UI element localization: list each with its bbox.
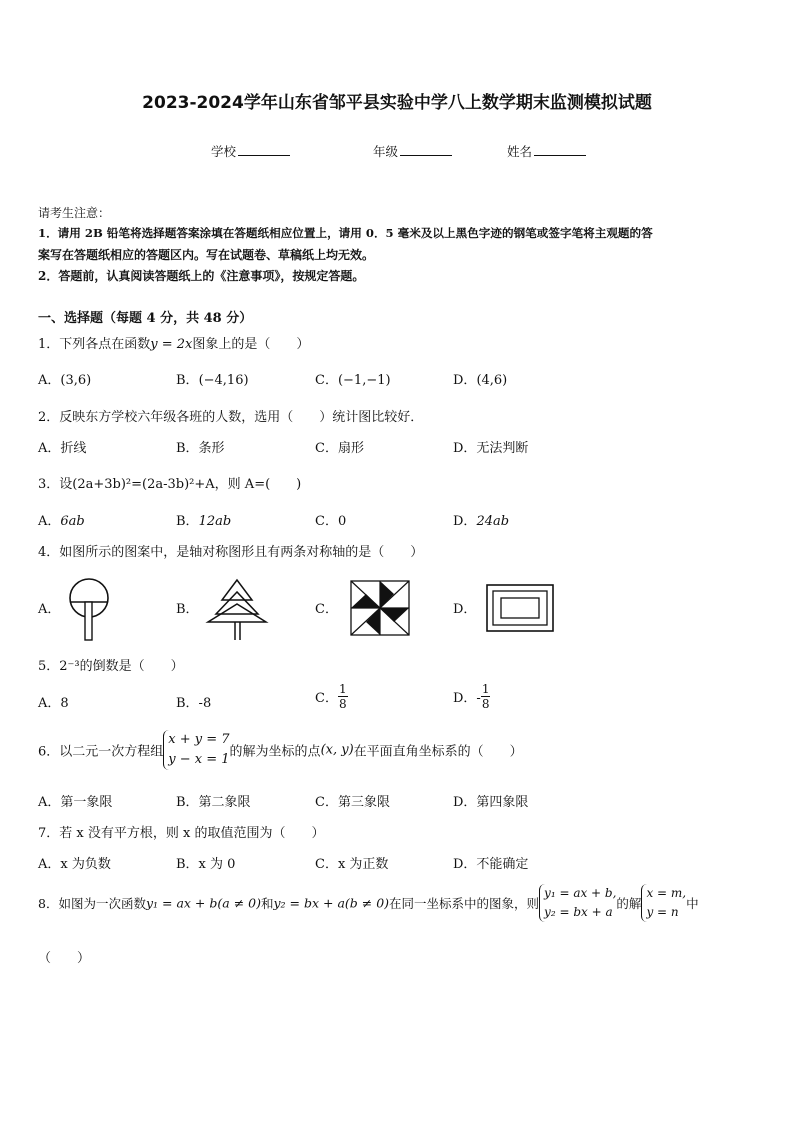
question-2: 2．反映东方学校六年级各班的人数，选用（ ）统计图比较好． <box>38 410 424 425</box>
q6-option-b[interactable]: B．第二象限 <box>176 795 251 810</box>
q5-option-d[interactable]: D．- $\frac{1}{8}$ <box>453 682 490 711</box>
question-3: 3．设(2a+3b)²=(2a-3b)²+A，则 A=( ) <box>38 477 302 492</box>
q2-option-b[interactable]: B．条形 <box>176 441 225 456</box>
question-1 <box>38 333 309 352</box>
question-4: 4．如图所示的图案中，是轴对称图形且有两条对称轴的是（ ） <box>38 545 424 560</box>
notes-line-1a: 1．请用 2B 铅笔将选择题答案涂填在答题纸相应位置上，请用 0．5 毫米及以上黑色字迹的钢笔或签字笔将主观题的答 <box>38 226 653 240</box>
q1-option-a[interactable]: A．(3,6) <box>38 373 92 388</box>
q8-solution-system: x = m, y = n <box>641 884 686 922</box>
q6-option-d[interactable]: D．第四象限 <box>453 795 529 810</box>
question-8: 8．如图为一次函数y₁ = ax + b(a ≠ 0)和y₂ = bx + a(b ≠ 0)在同一坐标系中的图象，则 y₁ = ax + b, y₂ = bx + a 的解 x = m, y = n 中 <box>38 884 699 922</box>
fan-figure <box>62 578 118 642</box>
q7-option-c[interactable]: C．x 为正数 <box>315 857 389 872</box>
q3-option-c[interactable]: C．0 <box>315 514 347 529</box>
q2-option-a[interactable]: A．折线 <box>38 441 87 456</box>
q1-stem-pre: 1．下列各点在函数 <box>38 337 151 352</box>
section-heading: 一、选择题（每题 4 分，共 48 分） <box>38 311 253 326</box>
notes-heading: 请考生注意： <box>38 206 111 220</box>
q1-function: y = 2x <box>150 337 193 352</box>
q8-equation-system: y₁ = ax + b, y₂ = bx + a <box>539 884 616 922</box>
nested-rectangles-figure <box>485 583 555 633</box>
page-title: 2023-2024学年山东省邹平县实验中学八上数学期末监测模拟试题 <box>142 93 652 113</box>
school-field[interactable] <box>211 142 290 160</box>
grade-field[interactable] <box>373 142 452 160</box>
q1-option-b[interactable]: B．(−4,16) <box>176 373 249 388</box>
q3-option-d[interactable]: D．24ab <box>453 514 510 529</box>
q4-option-c[interactable]: C． <box>315 602 338 617</box>
question-5: 5．2⁻³的倒数是（ ） <box>38 659 184 674</box>
grade-label: 年级 <box>373 144 399 159</box>
q6-equation-system: x + y = 7 y − x = 1 <box>163 730 229 770</box>
question-6: 6．以二元一次方程组 x + y = 7 y − x = 1 的解为坐标的点(x, y)在平面直角坐标系的（ ） <box>38 730 523 770</box>
q1-stem-post: 图象上的是（ ） <box>192 337 310 352</box>
question-7: 7．若 x 没有平方根，则 x 的取值范围为（ ） <box>38 826 325 841</box>
tree-figure <box>204 578 270 642</box>
q8-answer-paren: （ ） <box>38 951 91 966</box>
q2-option-d[interactable]: D．无法判断 <box>453 441 529 456</box>
name-label: 姓名 <box>507 144 533 159</box>
q3-option-a[interactable]: A．6ab <box>38 514 85 529</box>
grade-blank[interactable] <box>400 144 452 156</box>
school-blank[interactable] <box>238 144 290 156</box>
school-label: 学校 <box>211 144 237 159</box>
q6-option-c[interactable]: C．第三象限 <box>315 795 390 810</box>
q2-option-c[interactable]: C．扇形 <box>315 441 364 456</box>
name-blank[interactable] <box>534 144 586 156</box>
q7-option-a[interactable]: A．x 为负数 <box>38 857 111 872</box>
q4-option-a[interactable]: A． <box>38 602 61 617</box>
q5-option-b[interactable]: B．-8 <box>176 696 212 711</box>
q1-option-d[interactable]: D．(4,6) <box>453 373 508 388</box>
q7-option-d[interactable]: D．不能确定 <box>453 857 529 872</box>
q7-option-b[interactable]: B．x 为 0 <box>176 857 236 872</box>
notes-line-1b: 案写在答题纸相应的答题区内。写在试题卷、草稿纸上均无效。 <box>38 248 375 262</box>
q4-option-b[interactable]: B． <box>176 602 199 617</box>
pinwheel-figure <box>349 579 411 637</box>
q1-option-c[interactable]: C．(−1,−1) <box>315 373 391 388</box>
q3-option-b[interactable]: B．12ab <box>176 514 232 529</box>
q5-option-c[interactable]: C． $\frac{1}{8}$ <box>315 682 347 711</box>
notes-line-2: 2．答题前，认真阅读答题纸上的《注意事项》，按规定答题。 <box>38 269 365 283</box>
q6-option-a[interactable]: A．第一象限 <box>38 795 113 810</box>
name-field[interactable] <box>507 142 586 160</box>
q4-option-d[interactable]: D． <box>453 602 477 617</box>
q5-option-a[interactable]: A．8 <box>38 696 69 711</box>
